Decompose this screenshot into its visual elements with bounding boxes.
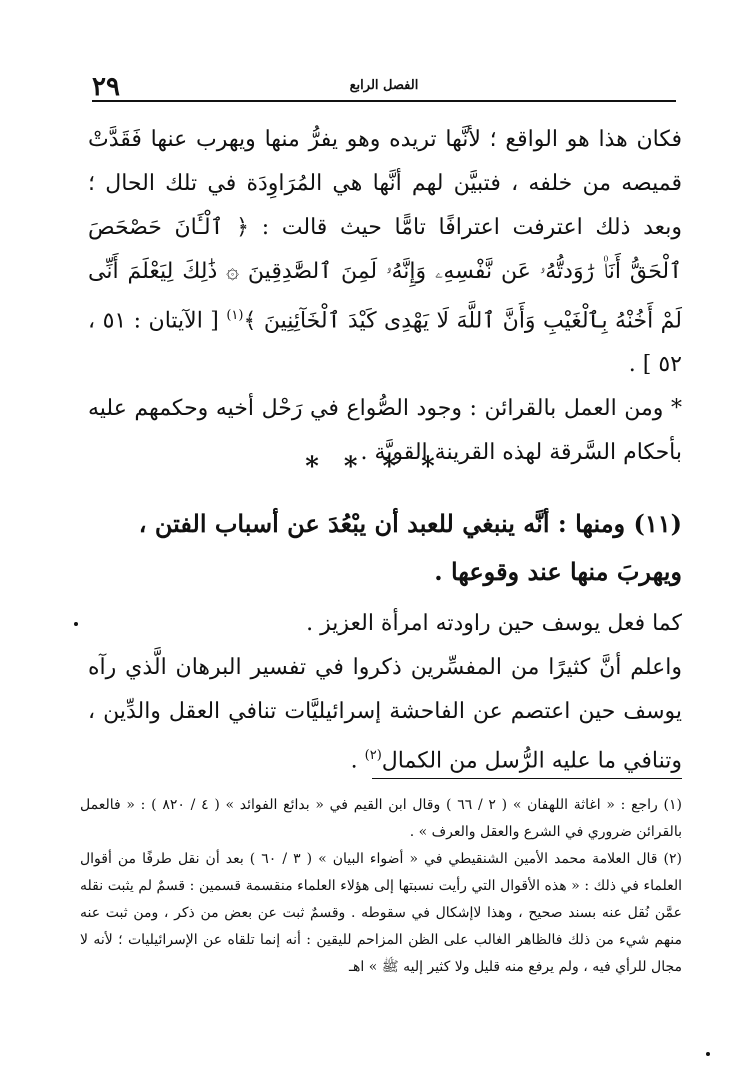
- paragraph-4: [88, 646, 682, 783]
- paragraph-4-end: .: [350, 748, 365, 774]
- footnote-2: (٢) قال العلامة محمد الأمين الشنقيطي في « أضواء البيان » ( ٣ / ٦٠ ) بعد أن نقل طرفًا من أقوال العلماء في ذلك : « هذه الأقوال التي رأيت نسبتها إلى هؤلاء العلماء منقسمة قسمين : قسمٌ لم يثبت نقله عمَّن نُقل عنه بسند صحيح ، وهذا لاإشكال في سقوطه . وقسمٌ ثبت عن بعض من ذكر ، ومن ثبت عنه منهم شيء من ذلك فالظاهر الغالب على الظن المزاحم لليقين : أنه إنما تلقاه عن الإسرائيليات ؛ لأنه لا مجال للرأي فيه ، ولم يرفع منه قليل ولا كثير إليه ﷺ » اهـ: [80, 851, 682, 975]
- footnote-1: (١) راجع : « اغاثة اللهفان » ( ٢ / ٦٦ ) وقال ابن القيم في « بدائع الفوائد » ( ٤ / ٨٢٠ ) : « فالعمل بالقرائن ضروري في الشرع والعقل والعرف » .: [80, 797, 683, 840]
- section-heading: (١١) ومنها : أنَّه ينبغي للعبد أن يبْعُدَ عن أسباب الفتن ، ويهربَ منها عند وقوعها .: [138, 509, 682, 586]
- footnote-marker-2: (٢): [364, 748, 382, 763]
- main-text-block-2: [88, 602, 682, 783]
- page-number: ٢٩: [92, 72, 120, 102]
- footnote-marker-1: (١): [226, 308, 244, 323]
- paragraph-4-text: واعلم أنَّ كثيرًا من المفسِّرين ذكروا في تفسير البرهان الَّذي رآه يوسف حين اعتصم عن الفاحشة إسرائيليَّات تنافي العقل والدِّين ، وتنافي ما عليه الرُّسل من الكمال: [88, 655, 682, 774]
- main-text-block-1: [88, 118, 682, 475]
- paragraph-3: كما فعل يوسف حين راودته امرأة العزيز .: [306, 611, 682, 636]
- paragraph-1-text: فكان هذا هو الواقع ؛ لأنَّها تريده وهو يفرُّ منها ويهرب عنها فَقَدَّتْ قميصه من خلفه ، فتبيَّن لهم أنَّها هي المُرَاوِدَة في تلك الحال ؛ وبعد ذلك اعترفت اعترافًا تامًّا حيث قالت :: [88, 127, 682, 240]
- footnote-rule: [372, 778, 682, 779]
- section-separator: * * * *: [305, 452, 443, 482]
- running-header: [92, 74, 676, 102]
- margin-mark: [706, 1052, 710, 1056]
- quran-verse: ﴿ ٱلْـَٔانَ حَصْحَصَ ٱلْحَقُّ أَنَا۠ رَٰوَدتُّهُۥ عَن نَّفْسِهِۦ وَإِنَّهُۥ لَمِنَ ٱلصَّٰدِقِينَ ۞ ذَٰلِكَ لِيَعْلَمَ أَنِّى لَمْ أَخُنْهُ بِٱلْغَيْبِ وَأَنَّ ٱللَّهَ لَا يَهْدِى كَيْدَ ٱلْخَآئِنِينَ ﴾: [88, 215, 682, 334]
- footnotes: [80, 792, 682, 981]
- paragraph-2: * ومن العمل بالقرائن : وجود الصُّواع في رَحْل أخيه وحكمهم عليه بأحكام السَّرقة لهذه القرينة القويَّة .: [88, 396, 682, 466]
- paragraph-1: [88, 118, 682, 387]
- chapter-title: الفصل الرابع: [349, 78, 419, 93]
- verse-reference: [ الآيتان : ٥١ ، ٥٢ ] .: [88, 308, 682, 378]
- margin-mark: [74, 622, 78, 626]
- header-rule: [92, 100, 676, 102]
